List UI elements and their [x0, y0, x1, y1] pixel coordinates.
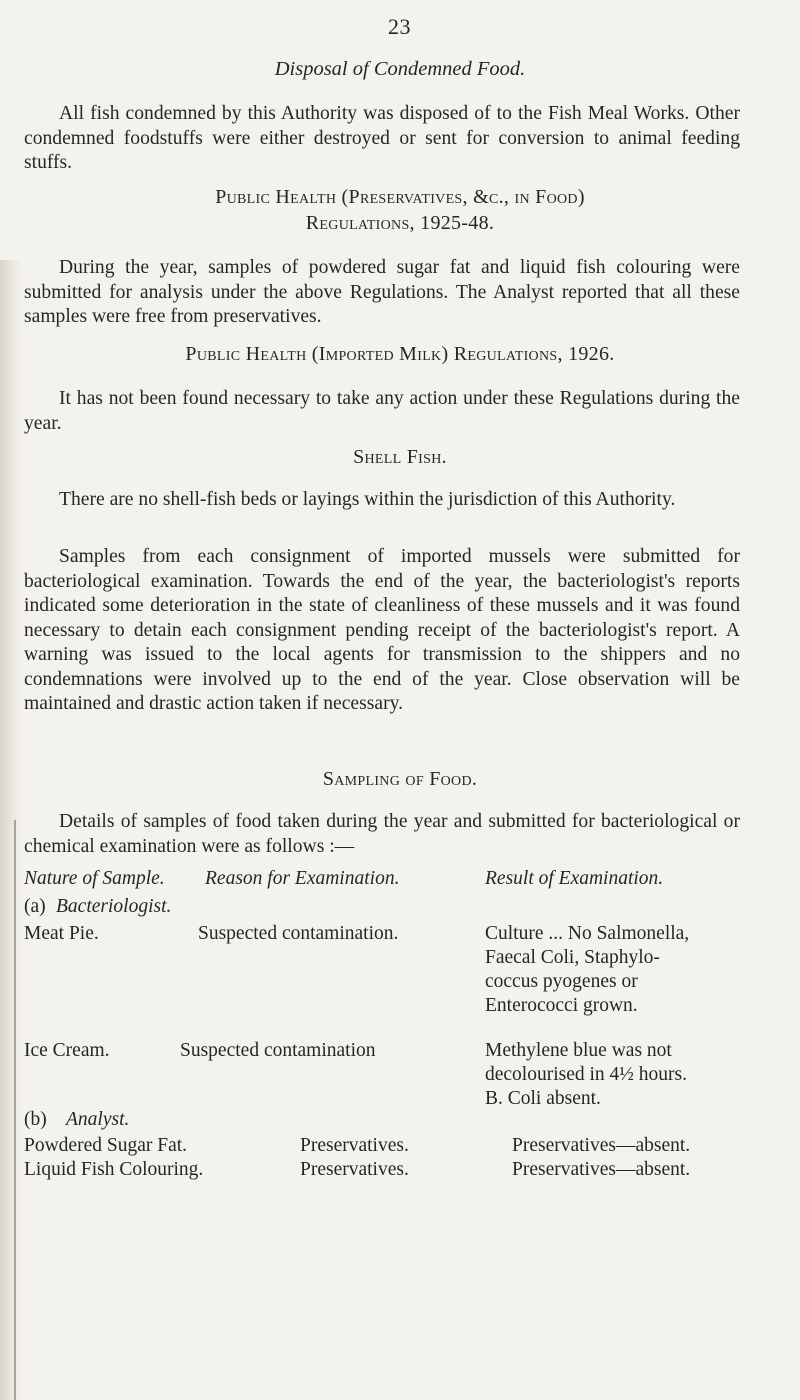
row-ice-cream-result-line1: Methylene blue was not — [485, 1040, 672, 1061]
row-meat-pie-result-line3: coccus pyogenes or — [485, 971, 638, 992]
group-b-title: Analyst. — [66, 1109, 130, 1130]
row-liquid-fish-colouring-reason: Preservatives. — [300, 1159, 409, 1180]
row-meat-pie-result-line1: Culture ... No Salmonella, — [485, 923, 690, 944]
row-meat-pie-result-line2: Faecal Coli, Staphylo- — [485, 947, 660, 968]
row-meat-pie-reason: Suspected contamination. — [198, 923, 399, 944]
binding-edge — [14, 820, 16, 1400]
header-result-of-examination: Result of Examination. — [485, 868, 664, 889]
sampling-paragraph: Details of samples of food taken during the year and submitted for bacteriological or chemical examination were as follows :— — [24, 811, 740, 857]
row-meat-pie-nature: Meat Pie. — [24, 923, 99, 944]
row-liquid-fish-colouring-nature: Liquid Fish Colouring. — [24, 1159, 204, 1180]
preservatives-paragraph: During the year, samples of powdered sugar fat and liquid fish colouring were submitted for analysis under the above Regulations. The Analyst reported that all these samples were free from preservatives. — [24, 257, 740, 327]
disposal-paragraph: All fish condemned by this Authority was disposed of to the Fish Meal Works. Other condemned foodstuffs were either destroyed or sent for conversion to animal feeding stuffs. — [24, 103, 740, 173]
row-ice-cream-reason: Suspected contamination — [180, 1040, 376, 1061]
row-meat-pie-result-line4: Enterococci grown. — [485, 995, 638, 1016]
header-nature-of-sample: Nature of Sample. — [24, 868, 165, 889]
disposal-heading: Disposal of Condemned Food. — [274, 58, 526, 80]
row-liquid-fish-colouring-result: Preservatives—absent. — [512, 1159, 691, 1180]
group-a-title: Bacteriologist. — [56, 896, 172, 917]
shell-fish-paragraph-1: There are no shell-fish beds or layings within the jurisdiction of this Authority. — [59, 489, 676, 510]
group-a-label: (a) — [24, 896, 46, 917]
row-ice-cream-result-line2: decolourised in 4½ hours. — [485, 1064, 688, 1085]
group-b-label: (b) — [24, 1109, 47, 1130]
row-ice-cream-nature: Ice Cream. — [24, 1040, 110, 1061]
imported-milk-heading: Public Health (Imported Milk) Regulations, 1926. — [185, 343, 615, 365]
preservatives-heading-line1: Public Health (Preservatives, &c., in Food) — [215, 186, 585, 208]
row-ice-cream-result-line3: B. Coli absent. — [485, 1088, 601, 1109]
page-number: 23 — [388, 14, 411, 39]
imported-milk-paragraph: It has not been found necessary to take any action under these Regulations during the year. — [24, 388, 740, 434]
shell-fish-heading: Shell Fish. — [353, 446, 447, 468]
sampling-heading: Sampling of Food. — [322, 768, 478, 790]
header-reason-for-examination: Reason for Examination. — [205, 868, 400, 889]
preservatives-heading-line2: Regulations, 1925-48. — [305, 212, 495, 234]
shell-fish-paragraph-2: Samples from each consignment of imported mussels were submitted for bacteriological examination. Towards the end of the year, the bacteriologist's reports indicated some deterioration in the state of cleanliness of these mussels and it was found necessary to detain each consignment pending receipt of the bacteriologist's report. A warning was issued to the local agents for transmission to the shippers and no condemnations were involved up to the end of the year. Close observation will be maintained and drastic action taken if necessary. — [24, 546, 740, 714]
row-powdered-sugar-fat-result: Preservatives—absent. — [512, 1135, 691, 1156]
row-powdered-sugar-fat-reason: Preservatives. — [300, 1135, 409, 1156]
row-powdered-sugar-fat-nature: Powdered Sugar Fat. — [24, 1135, 188, 1156]
binding-shadow — [0, 260, 22, 1400]
